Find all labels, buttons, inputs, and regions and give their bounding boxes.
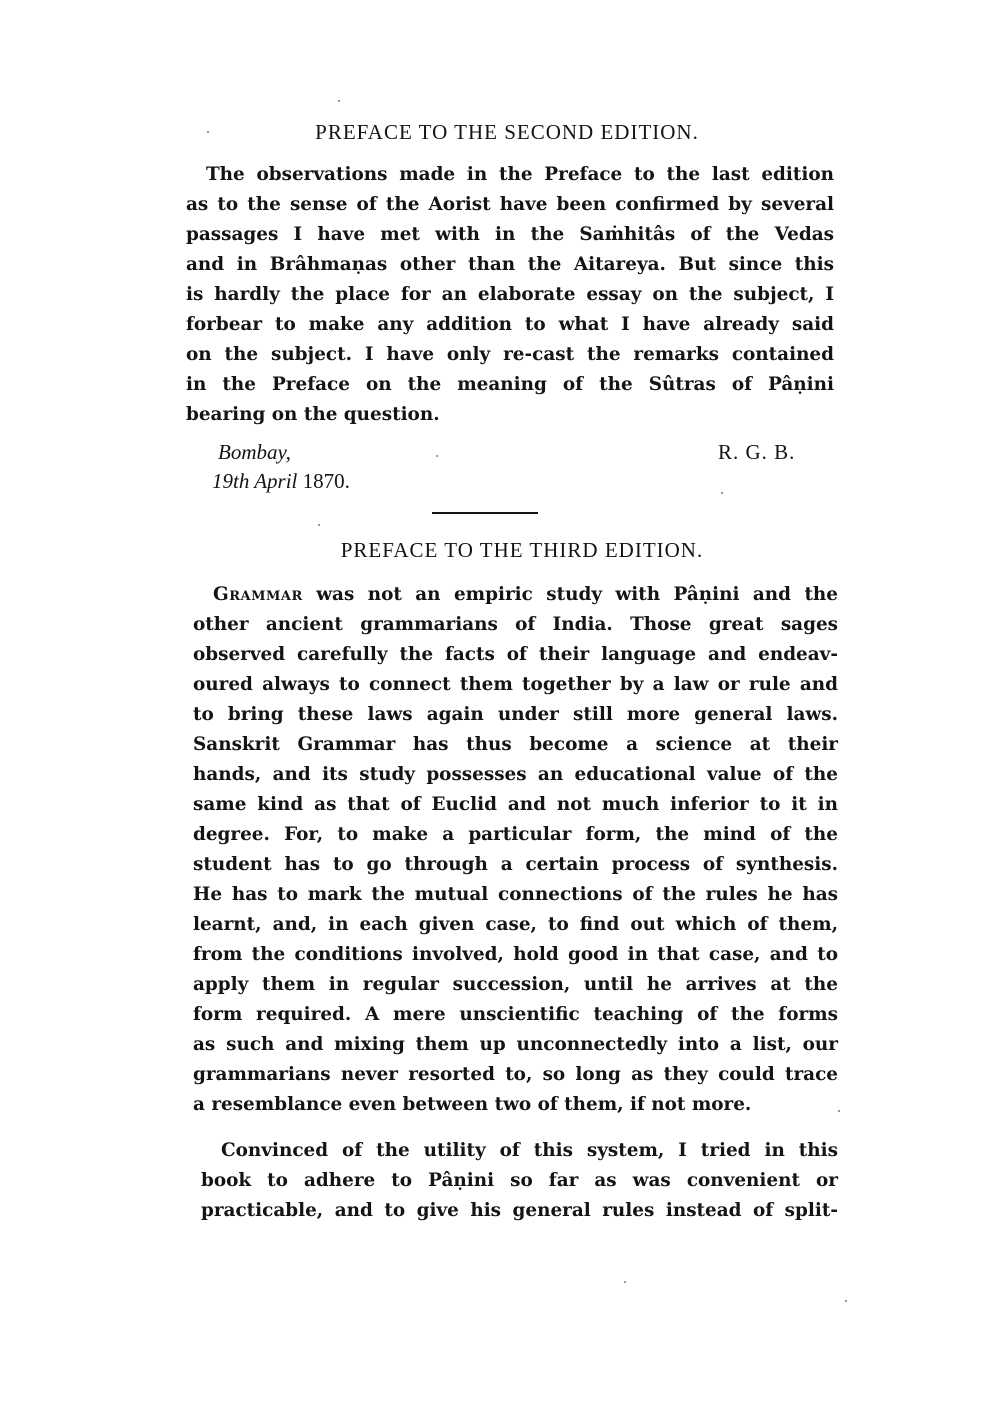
signature-date-year: 1870. xyxy=(302,469,350,493)
text-line: practicable, and to give his general rules instead of split- xyxy=(201,1200,838,1221)
signature-place: Bombay, xyxy=(218,440,291,464)
paragraph-second-edition xyxy=(186,160,834,430)
text-line: hands, and its study possesses an educational value of the xyxy=(193,764,838,785)
text-line: Sanskrit Grammar has thus become a science at their xyxy=(193,734,838,755)
heading-second-edition: PREFACE TO THE SECOND EDITION. xyxy=(315,120,699,144)
paragraph-third-edition-2 xyxy=(201,1136,838,1226)
text-line-first xyxy=(193,580,838,610)
text-line: on the subject. I have only re-cast the remarks contained xyxy=(186,344,834,365)
text-line: from the conditions involved, hold good in that case, and to xyxy=(193,944,838,965)
text-line: in the Preface on the meaning of the Sûtras of Pâṇini xyxy=(186,374,834,395)
text-line: is hardly the place for an elaborate essay on the subject, I xyxy=(186,284,834,305)
drop-word: Grammar xyxy=(213,584,303,605)
paragraph-third-edition-1 xyxy=(193,580,838,1120)
text-line: apply them in regular succession, until he arrives at the xyxy=(193,974,838,995)
scan-speck xyxy=(624,1281,626,1283)
text-line: The observations made in the Preface to the last edition xyxy=(206,164,834,185)
text-line: form required. A mere unscientific teaching of the forms xyxy=(193,1004,838,1025)
scan-speck xyxy=(207,131,209,133)
text-line-rest: was not an empiric study with Pâṇini and the xyxy=(316,584,839,605)
signature-date xyxy=(212,469,350,494)
text-line: as such and mixing them up unconnectedly into a list, our xyxy=(193,1034,838,1055)
scan-speck xyxy=(318,524,320,526)
text-line: He has to mark the mutual connections of the rules he has xyxy=(193,884,838,905)
text-line: other ancient grammarians of India. Those great sages xyxy=(193,614,838,635)
text-line: oured always to connect them together by a law or rule and xyxy=(193,674,838,695)
text-line: Convinced of the utility of this system, I tried in this xyxy=(221,1140,838,1161)
text-line: to bring these laws again under still more general laws. xyxy=(193,704,838,725)
text-line: bearing on the question. xyxy=(186,404,440,425)
text-line: a resemblance even between two of them, if not more. xyxy=(193,1094,752,1115)
text-line: as to the sense of the Aorist have been confirmed by several xyxy=(186,194,834,215)
text-line: degree. For, to make a particular form, the mind of the xyxy=(193,824,838,845)
signature-initials: R. G. B. xyxy=(718,440,796,464)
text-line: book to adhere to Pâṇini so far as was convenient or xyxy=(201,1170,838,1191)
text-line: and in Brâhmaṇas other than the Aitareya. But since this xyxy=(186,254,834,275)
scan-speck xyxy=(721,492,723,494)
scan-speck xyxy=(436,455,438,457)
text-line: passages I have met with in the Saṁhitâs of the Vedas xyxy=(186,224,834,245)
text-line: same kind as that of Euclid and not much inferior to it in xyxy=(193,794,838,815)
text-line: student has to go through a certain process of synthesis. xyxy=(193,854,838,875)
text-line: learnt, and, in each given case, to find out which of them, xyxy=(193,914,838,935)
scan-speck xyxy=(838,1110,840,1112)
scan-speck xyxy=(338,100,340,102)
scan-speck xyxy=(845,1300,847,1302)
section-divider xyxy=(432,512,538,514)
text-line: grammarians never resorted to, so long as they could trace xyxy=(193,1064,838,1085)
signature-date-day: 19th April xyxy=(212,469,298,493)
text-line: forbear to make any addition to what I have already said xyxy=(186,314,834,335)
text-line: observed carefully the facts of their language and endeav- xyxy=(193,644,838,665)
heading-third-edition: PREFACE TO THE THIRD EDITION. xyxy=(340,538,704,562)
